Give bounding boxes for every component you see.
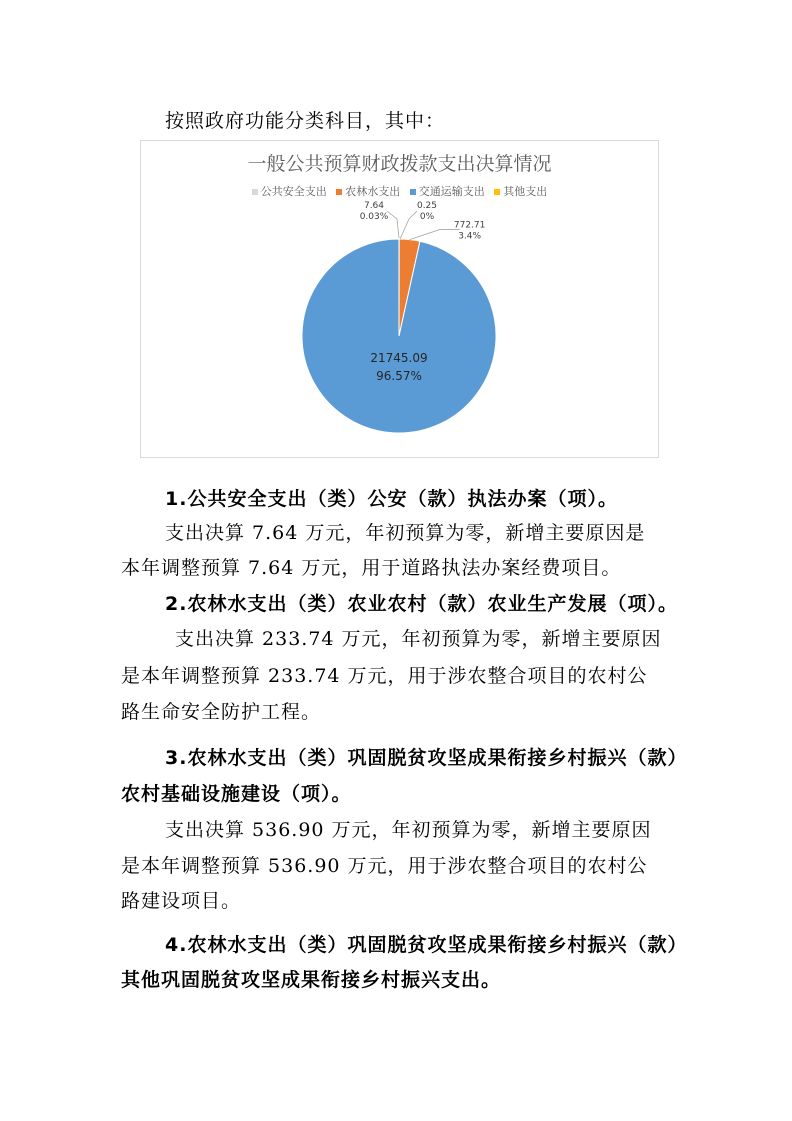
- section-heading: 4.农林水支出（类）巩固脱贫攻坚成果衔接乡村振兴（款）: [165, 934, 688, 956]
- chart-title: 一般公共预算财政拨款支出决算情况: [247, 153, 552, 175]
- section-heading: 1.公共安全支出（类）公安（款）执法办案（项）。: [165, 488, 618, 510]
- leader-line-3: [400, 211, 417, 239]
- data-label-2: 21745.09: [370, 351, 428, 365]
- paragraph-line: 支出决算 7.64 万元，年初预算为零，新增主要原因是: [165, 522, 646, 544]
- pie-plot-area: [141, 141, 658, 457]
- legend-label: 公共安全支出: [260, 185, 327, 198]
- intro-text: 按照政府功能分类科目，其中：: [165, 110, 446, 132]
- legend-label: 农林水支出: [345, 185, 401, 198]
- section-heading: 农村基础设施建设（项）。: [121, 783, 352, 805]
- paragraph-line: 路生命安全防护工程。: [121, 701, 322, 723]
- legend-label: 交通运输支出: [418, 185, 485, 198]
- paragraph-line: 是本年调整预算 536.90 万元，用于涉农整合项目的农村公: [121, 855, 648, 877]
- legend-label: 其他支出: [503, 185, 548, 198]
- paragraph-line: 支出决算 536.90 万元，年初预算为零，新增主要原因: [165, 819, 652, 841]
- pie-chart: [140, 140, 659, 458]
- data-label-1: 3.4%: [458, 231, 482, 242]
- data-label-2: 96.57%: [376, 369, 422, 383]
- paragraph-line: 本年调整预算 7.64 万元，用于道路执法办案经费项目。: [121, 557, 622, 579]
- data-label-3: 0%: [419, 212, 435, 222]
- data-label-1: 772.71: [453, 220, 486, 231]
- paragraph-line: 是本年调整预算 233.74 万元，用于涉农整合项目的农村公: [121, 665, 648, 687]
- data-label-3: 0.25: [416, 201, 438, 211]
- data-label-0: 7.64: [363, 201, 385, 211]
- section-heading: 其他巩固脱贫攻坚成果衔接乡村振兴支出。: [121, 969, 502, 991]
- data-label-0: 0.03%: [359, 212, 389, 222]
- section-heading: 2.农林水支出（类）农业农村（款）农业生产发展（项）。: [165, 593, 678, 615]
- section-heading: 3.农林水支出（类）巩固脱贫攻坚成果衔接乡村振兴（款）: [165, 747, 688, 769]
- leader-line-0: [387, 211, 399, 238]
- paragraph-line: 路建设项目。: [121, 890, 242, 912]
- leader-line-1: [410, 230, 460, 240]
- paragraph-line: 支出决算 233.74 万元，年初预算为零，新增主要原因: [175, 628, 662, 650]
